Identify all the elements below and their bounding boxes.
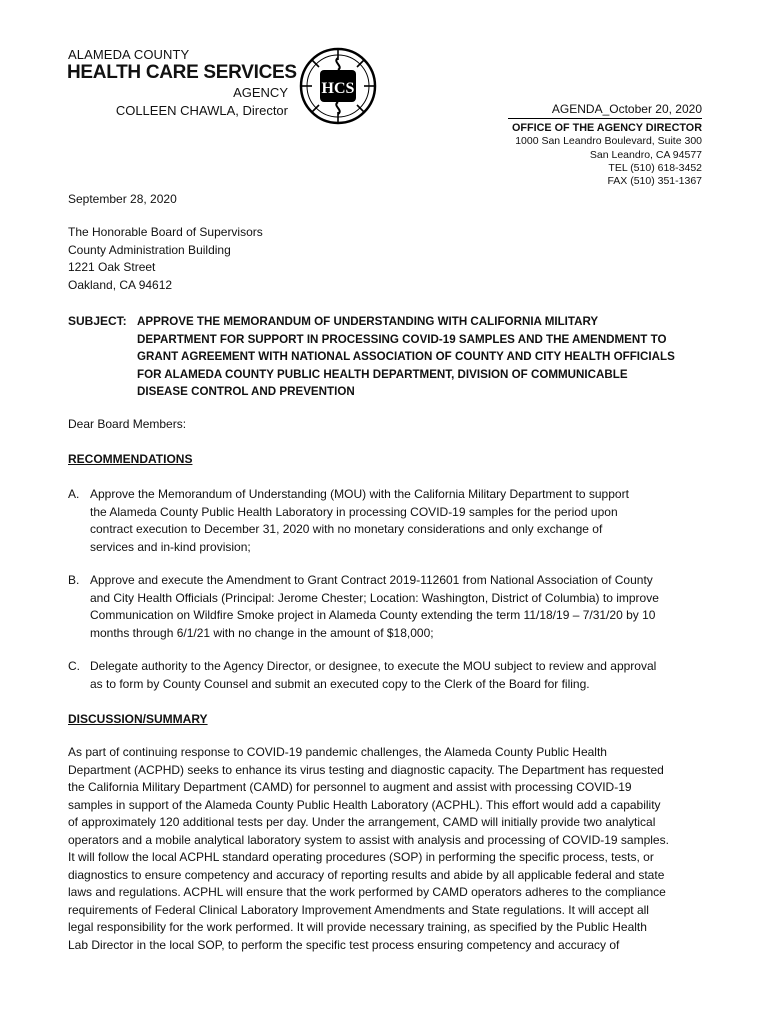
discussion-line: Department (ACPHD) seeks to enhance its virus testing and diagnostic capacity. The Department has requested xyxy=(68,762,664,777)
discussion-line: diagnostics to ensure competency and accuracy of reporting results and abide by all applicable federal and state xyxy=(68,867,665,882)
agency-seal-logo xyxy=(298,46,378,126)
recommendation-line: the Alameda County Public Health Laboratory in processing COVID-19 samples for the period upon xyxy=(90,504,618,519)
recipient-address xyxy=(68,224,263,294)
discussion-line: Lab Director in the local SOP, to perform the specific test process ensuring competency and accuracy of xyxy=(68,937,620,952)
recommendations-heading: RECOMMENDATIONS xyxy=(68,452,193,466)
agency-label: AGENCY xyxy=(233,85,288,100)
subject-label: SUBJECT: xyxy=(68,314,127,328)
recipient-line: 1221 Oak Street xyxy=(68,260,156,274)
subject-line: DISEASE CONTROL AND PREVENTION xyxy=(137,385,355,398)
header-divider xyxy=(508,118,702,119)
discussion-line: operators and a mobile analytical laboratory system to assist with analysis and processing of COVID-19 samples. xyxy=(68,832,669,847)
address-line-2: San Leandro, CA 94577 xyxy=(589,148,702,161)
subject-line: FOR ALAMEDA COUNTY PUBLIC HEALTH DEPARTMENT, DIVISION OF COMMUNICABLE xyxy=(137,367,628,381)
address-line-1: 1000 San Leandro Boulevard, Suite 300 xyxy=(515,135,702,148)
subject-line: DEPARTMENT FOR SUPPORT IN PROCESSING COVID-19 SAMPLES AND THE AMENDMENT TO xyxy=(137,332,667,346)
salutation: Dear Board Members: xyxy=(68,417,187,431)
recommendation-line: and City Health Officials (Principal: Jerome Chester; Location: Washington, District of Columbia) to improve xyxy=(90,590,659,605)
county-name: ALAMEDA COUNTY xyxy=(68,47,190,62)
agenda-date-label: AGENDA_October 20, 2020 xyxy=(551,102,702,116)
svg-text:HCS: HCS xyxy=(321,80,355,97)
recommendation-line: services and in-kind provision; xyxy=(90,539,251,554)
discussion-paragraph xyxy=(68,744,708,954)
discussion-line: requirements of Federal Clinical Laboratory Improvement Amendments and State regulations. It will accept all xyxy=(68,902,649,917)
subject-text xyxy=(137,313,697,401)
recommendation-b-text xyxy=(90,572,708,642)
fax: FAX (510) 351-1367 xyxy=(607,175,702,188)
discussion-line: It will follow the local ACPHL standard operating procedures (SOP) in performing the specific process, tests, or xyxy=(68,850,654,864)
department-name: HEALTH CARE SERVICES xyxy=(67,62,297,83)
recommendation-line: as to form by County Counsel and submit an executed copy to the Clerk of the Board for filing. xyxy=(90,676,590,691)
recommendation-a-text xyxy=(90,486,708,556)
recommendation-line: Approve and execute the Amendment to Grant Contract 2019-112601 from National Association of County xyxy=(90,573,653,587)
recipient-line: Oakland, CA 94612 xyxy=(68,277,173,292)
discussion-heading: DISCUSSION/SUMMARY xyxy=(68,712,208,726)
recipient-line: County Administration Building xyxy=(68,242,231,257)
subject-line: APPROVE THE MEMORANDUM OF UNDERSTANDING WITH CALIFORNIA MILITARY xyxy=(137,315,599,328)
recommendation-letter: B. xyxy=(68,573,80,587)
discussion-line: of approximately 120 additional tests per day. Under the arrangement, CAMD will initially provide two analytical xyxy=(68,815,656,829)
letter-date: September 28, 2020 xyxy=(68,192,177,206)
director-name: COLLEEN CHAWLA, Director xyxy=(115,103,288,118)
telephone: TEL (510) 618-3452 xyxy=(608,161,702,174)
discussion-line: As part of continuing response to COVID-19 pandemic challenges, the Alameda County Public Health xyxy=(68,745,607,759)
recommendation-line: Communication on Wildfire Smoke project in Alameda County extending the term 11/18/19 – 7/31/20 by 10 xyxy=(90,608,656,622)
discussion-line: the California Military Department (CAMD) for personnel to augment and assist with processing COVID-19 xyxy=(68,780,632,794)
recommendation-line: Approve the Memorandum of Understanding (MOU) with the California Military Department to support xyxy=(90,487,629,501)
recommendation-letter: C. xyxy=(68,659,80,673)
recipient-line: The Honorable Board of Supervisors xyxy=(68,225,263,239)
office-title: OFFICE OF THE AGENCY DIRECTOR xyxy=(512,122,702,134)
recommendation-letter: A. xyxy=(68,487,80,501)
office-address-block xyxy=(430,122,702,188)
discussion-line: laws and regulations. ACPHL will ensure that the work performed by CAMD operators adheres to the compliance xyxy=(68,885,666,899)
recommendation-c-text xyxy=(90,658,708,693)
recommendation-line: contract execution to December 31, 2020 with no monetary considerations and only exchange of xyxy=(90,522,603,536)
recommendation-line: months through 6/1/21 with no change in the amount of $18,000; xyxy=(90,625,434,640)
discussion-line: legal responsibility for the work performed. It will provide necessary training, as specified by the Public Health xyxy=(68,920,647,934)
discussion-line: samples in support of the Alameda County Public Health Laboratory (ACPHL). This effort would add a capability xyxy=(68,797,661,812)
recommendation-line: Delegate authority to the Agency Director, or designee, to execute the MOU subject to review and approval xyxy=(90,659,657,673)
subject-line: GRANT AGREEMENT WITH NATIONAL ASSOCIATION OF COUNTY AND CITY HEALTH OFFICIALS xyxy=(137,350,675,363)
